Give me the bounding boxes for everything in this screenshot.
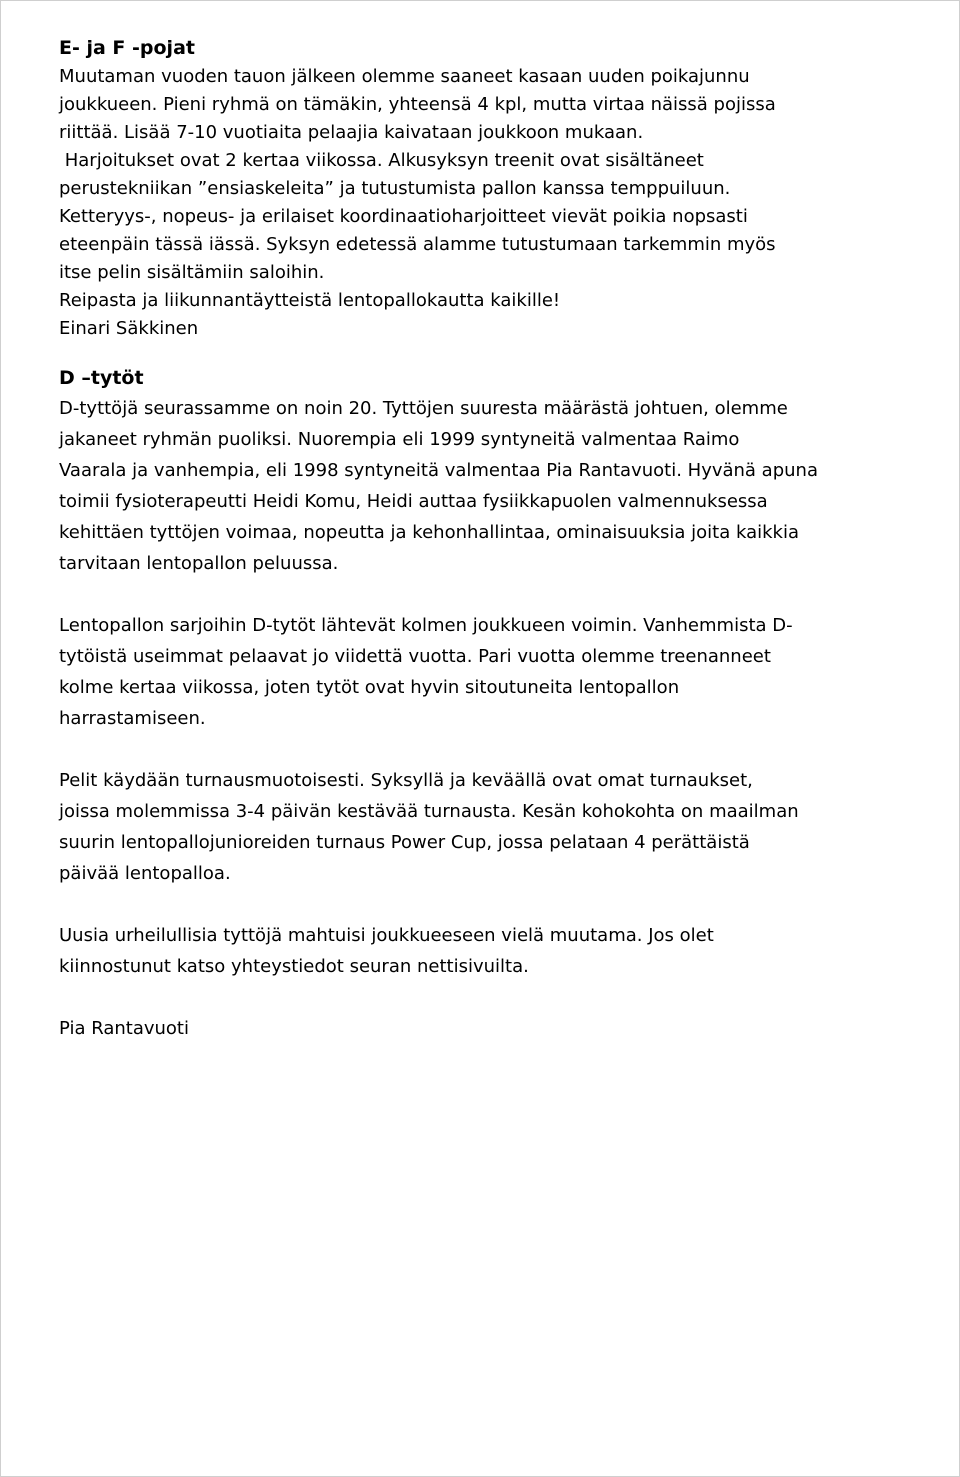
section-d-tytot (59, 363, 909, 1044)
text-line: Lentopallon sarjoihin D-tytöt lähtevät kolmen joukkueen voimin. Vanhemmista D- (59, 615, 793, 636)
text-line: Muutaman vuoden tauon jälkeen olemme saaneet kasaan uuden poikajunnu (59, 66, 750, 87)
section-title: E- ja F -pojat (59, 37, 195, 59)
text-line: kehittäen tyttöjen voimaa, nopeutta ja kehonhallintaa, ominaisuuksia joita kaikkia (59, 522, 799, 543)
text-line: joukkueen. Pieni ryhmä on tämäkin, yhteensä 4 kpl, mutta virtaa näissä pojissa (59, 94, 776, 115)
text-line: itse pelin sisältämiin saloihin. (59, 262, 325, 283)
text-line: tytöistä useimmat pelaavat jo viidettä vuotta. Pari vuotta olemme treenanneet (59, 646, 771, 667)
paragraph (59, 765, 909, 889)
text-line: riittää. Lisää 7-10 vuotiaita pelaajia kaivataan joukkoon mukaan. (59, 122, 644, 143)
text-line: Vaarala ja vanhempia, eli 1998 syntyneitä valmentaa Pia Rantavuoti. Hyvänä apuna (59, 460, 818, 481)
text-line: harrastamiseen. (59, 708, 206, 729)
text-line: Reipasta ja liikunnantäytteistä lentopallokautta kaikille! (59, 290, 561, 311)
text-line: Uusia urheilullisia tyttöjä mahtuisi joukkueeseen vielä muutama. Jos olet (59, 925, 714, 946)
text-line: perustekniikan ”ensiaskeleita” ja tutustumista pallon kanssa temppuiluun. (59, 178, 731, 199)
paragraph (59, 393, 909, 579)
text-line: kolme kertaa viikossa, joten tytöt ovat hyvin sitoutuneita lentopallon (59, 677, 680, 698)
paragraph (59, 610, 909, 734)
paragraph (59, 920, 909, 982)
text-line: Ketteryys-, nopeus- ja erilaiset koordinaatioharjoitteet vievät poikia nopsasti (59, 206, 748, 227)
text-line: joissa molemmissa 3-4 päivän kestävää turnausta. Kesän kohokohta on maailman (59, 801, 799, 822)
text-line: jakaneet ryhmän puoliksi. Nuorempia eli 1999 syntyneitä valmentaa Raimo (59, 429, 740, 450)
text-line: eteenpäin tässä iässä. Syksyn edetessä alamme tutustumaan tarkemmin myös (59, 234, 776, 255)
document-content (59, 33, 909, 1044)
section-e-f-pojat (59, 33, 909, 343)
text-line: toimii fysioterapeutti Heidi Komu, Heidi auttaa fysiikkapuolen valmennuksessa (59, 491, 768, 512)
text-line: tarvitaan lentopallon peluussa. (59, 553, 339, 574)
text-line: D-tyttöjä seurassamme on noin 20. Tyttöjen suuresta määrästä johtuen, olemme (59, 398, 788, 419)
author-name: Einari Säkkinen (59, 318, 199, 339)
text-line: suurin lentopallojunioreiden turnaus Power Cup, jossa pelataan 4 perättäistä (59, 832, 750, 853)
text-line: päivää lentopalloa. (59, 863, 231, 884)
text-line: Pelit käydään turnausmuotoisesti. Syksyllä ja keväällä ovat omat turnaukset, (59, 770, 753, 791)
author-signature: Pia Rantavuoti (59, 1018, 189, 1039)
section-title: D –tytöt (59, 367, 144, 389)
text-line: Harjoitukset ovat 2 kertaa viikossa. Alkusyksyn treenit ovat sisältäneet (59, 150, 704, 171)
text-line: kiinnostunut katso yhteystiedot seuran nettisivuilta. (59, 956, 529, 977)
